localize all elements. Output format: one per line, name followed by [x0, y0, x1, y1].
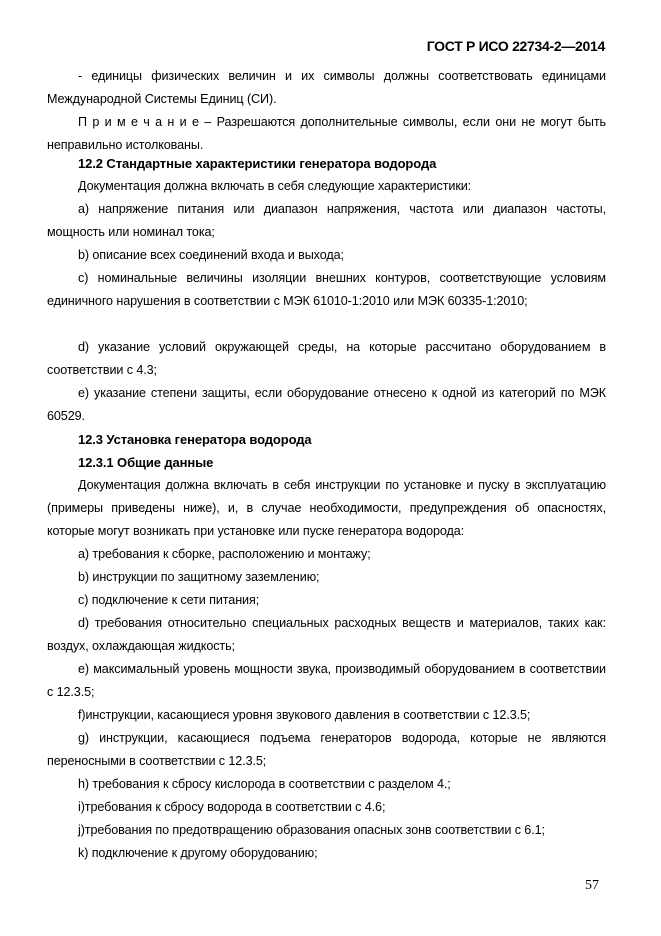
list-item-c: c) подключение к сети питания; — [78, 593, 260, 607]
list-item-d: d) указание условий окружающей среды, на которые рассчитано оборудованием в соответствии с 4.3; — [47, 340, 606, 377]
list-item-c: c) номинальные величины изоляции внешних контуров, соответствующие условиям единичного нарушения в соответствии с МЭК 61010-1:2010 или МЭК 60335-1:2010; — [47, 271, 606, 308]
list-item-b: b) описание всех соединений входа и выхода; — [78, 248, 344, 262]
list-item-j: j)требования по предотвращению образования опасных зонв соответствии с 6.1; — [78, 823, 545, 837]
list-item-e: e) максимальный уровень мощности звука, производимый оборудованием в соответствии с 12.3.5; — [47, 662, 606, 699]
section-heading-12-3: 12.3 Установка генератора водорода — [78, 432, 312, 447]
list-item-a: a) напряжение питания или диапазон напряжения, частота или диапазон частоты, мощность или номинал тока; — [47, 202, 606, 239]
document-header: ГОСТ Р ИСО 22734-2—2014 — [426, 38, 605, 54]
list-item-e: e) указание степени защиты, если оборудование отнесено к одной из категорий по МЭК 60529. — [47, 386, 606, 423]
paragraph: Документация должна включать в себя инструкции по установке и пуску в эксплуатацию (примеры приведены ниже), и, в случае необходимости, предупреждения об опасностях, которые могут возникать при установке или пуске генератора водорода: — [47, 478, 606, 538]
list-item-a: a) требования к сборке, расположению и монтажу; — [78, 547, 371, 561]
list-item-i: i)требования к сбросу водорода в соответствии с 4.6; — [78, 800, 386, 814]
paragraph-si-units: - единицы физических величин и их символы должны соответствовать единицами Международной Системы Единиц (СИ). — [47, 69, 606, 106]
list-item-h: h) требования к сбросу кислорода в соответствии с разделом 4.; — [78, 777, 451, 791]
section-heading-12-2: 12.2 Стандартные характеристики генератора водорода — [78, 156, 437, 171]
section-heading-12-3-1: 12.3.1 Общие данные — [78, 455, 214, 470]
paragraph: Документация должна включать в себя следующие характеристики: — [78, 179, 472, 193]
list-item-b: b) инструкции по защитному заземлению; — [78, 570, 320, 584]
list-item-g: g) инструкции, касающиеся подъема генераторов водорода, которые не являются переносными в соответствии с 12.3.5; — [47, 731, 606, 768]
note: П р и м е ч а н и е – Разрешаются дополнительные символы, если они не могут быть неправильно истолкованы. — [47, 115, 606, 152]
list-item-d: d) требования относительно специальных расходных веществ и материалов, таких как: воздух, охлаждающая жидкость; — [47, 616, 606, 653]
list-item-f: f)инструкции, касающиеся уровня звукового давления в соответствии с 12.3.5; — [78, 708, 531, 722]
page-number: 57 — [585, 878, 599, 893]
list-item-k: k) подключение к другому оборудованию; — [78, 846, 318, 860]
